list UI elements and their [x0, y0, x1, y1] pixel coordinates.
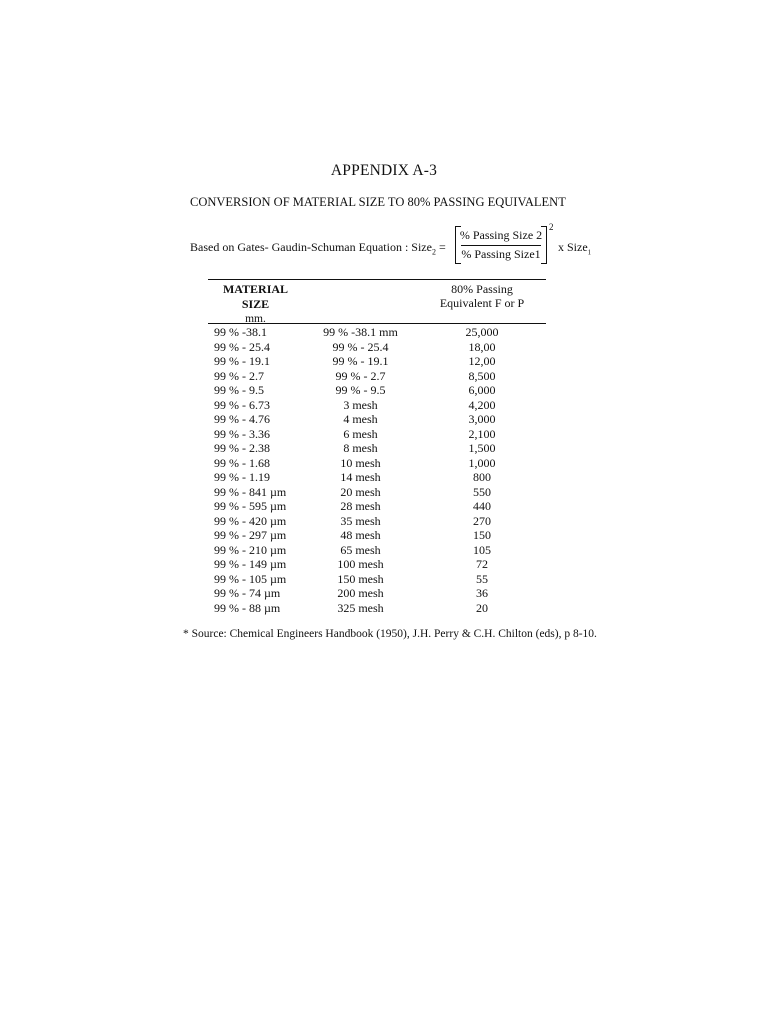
table-row: [208, 514, 546, 529]
cell-equivalent: 550: [473, 484, 491, 499]
table-row: [208, 601, 546, 616]
cell-equivalent: 8,500: [468, 368, 496, 383]
cell-size: 4 mesh: [343, 412, 378, 426]
cell-size: 99 % - 9.5: [335, 383, 386, 397]
cell-material-mm: 99 % - 6.73: [214, 397, 270, 412]
cell-material-mm: 99 % - 420 µm: [214, 513, 287, 528]
cell-size: 6 mesh: [343, 426, 378, 441]
fraction-line: [461, 245, 541, 246]
cell-size: 65 mesh: [340, 542, 381, 557]
table-row: [208, 543, 546, 558]
table-row: [208, 528, 546, 543]
equation-lead: [190, 240, 446, 256]
cell-equivalent: 12,00: [468, 354, 496, 368]
cell-equivalent: 20: [476, 600, 488, 615]
table-row: [208, 340, 546, 355]
cell-equivalent: 800: [473, 470, 491, 484]
table-row: [208, 325, 546, 340]
header-size: SIZE: [241, 297, 270, 311]
cell-size: 10 mesh: [340, 455, 381, 470]
cell-material-mm: 99 % - 1.19: [214, 470, 270, 484]
cell-equivalent: 4,200: [468, 397, 496, 412]
equation-lead-text: Based on Gates- Gaudin-Schuman Equation : Size: [190, 240, 432, 254]
table-row: [208, 383, 546, 398]
cell-equivalent: 1,000: [468, 455, 496, 470]
cell-equivalent: 3,000: [468, 412, 496, 426]
cell-size: 99 % - 2.7: [335, 368, 386, 383]
cell-equivalent: 36: [476, 586, 488, 600]
cell-size: 99 % -38.1 mm: [323, 325, 398, 339]
equation-lead-sub: 2: [431, 247, 436, 257]
cell-material-mm: 99 % - 9.5: [214, 383, 264, 397]
cell-size: 35 mesh: [340, 513, 381, 528]
cell-material-mm: 99 % - 595 µm: [214, 499, 287, 513]
cell-size: 99 % - 25.4: [332, 339, 389, 354]
cell-material-mm: 99 % - 210 µm: [214, 542, 287, 557]
header-passing: 80% Passing: [451, 282, 513, 296]
cell-material-mm: 99 % - 1.68: [214, 455, 270, 470]
cell-material-mm: 99 % -38.1: [214, 325, 267, 339]
cell-size: 325 mesh: [337, 600, 384, 615]
cell-equivalent: 6,000: [468, 383, 496, 397]
cell-equivalent: 150: [473, 528, 491, 542]
source-note: * Source: Chemical Engineers Handbook (1950), J.H. Perry & C.H. Chilton (eds), p 8-10.: [183, 628, 597, 640]
cell-size: 8 mesh: [343, 441, 378, 455]
cell-material-mm: 99 % - 841 µm: [214, 484, 287, 499]
cell-size: 48 mesh: [340, 528, 381, 542]
conversion-table: [208, 279, 546, 615]
cell-size: 28 mesh: [340, 499, 381, 513]
cell-material-mm: 99 % - 2.38: [214, 441, 270, 455]
table-row: [208, 354, 546, 369]
header-material: MATERIAL: [222, 282, 289, 296]
cell-material-mm: 99 % - 74 µm: [214, 586, 281, 600]
cell-size: 3 mesh: [343, 397, 378, 412]
table-row: [208, 398, 546, 413]
page-title: APPENDIX A-3: [330, 162, 438, 179]
cell-material-mm: 99 % - 4.76: [214, 412, 270, 426]
table-row: [208, 369, 546, 384]
cell-size: 99 % - 19.1: [332, 354, 389, 368]
table-row: [208, 427, 546, 442]
header-unit: mm.: [245, 313, 266, 325]
table-row: [208, 412, 546, 427]
cell-material-mm: 99 % - 105 µm: [214, 571, 287, 586]
cell-equivalent: 2,100: [468, 426, 496, 441]
cell-material-mm: 99 % - 297 µm: [214, 528, 287, 542]
cell-size: 100 mesh: [337, 557, 384, 571]
cell-equivalent: 105: [473, 542, 491, 557]
cell-material-mm: 99 % - 19.1: [214, 354, 270, 368]
cell-equivalent: 55: [476, 571, 488, 586]
table-body: [208, 324, 546, 615]
equation-tail: [558, 240, 591, 256]
table-row: [208, 470, 546, 485]
table-row: [208, 572, 546, 587]
table-row: [208, 499, 546, 514]
cell-size: 200 mesh: [337, 586, 384, 600]
cell-size: 20 mesh: [340, 484, 381, 499]
cell-equivalent: 25,000: [465, 325, 499, 339]
cell-material-mm: 99 % - 149 µm: [214, 557, 287, 571]
cell-material-mm: 99 % - 3.36: [214, 426, 270, 441]
cell-size: 14 mesh: [340, 470, 381, 484]
equation-exponent: 2: [549, 222, 554, 232]
table-row: [208, 456, 546, 471]
page-subtitle: CONVERSION OF MATERIAL SIZE TO 80% PASSING EQUIVALENT: [190, 195, 566, 209]
equation-denominator: % Passing Size1: [461, 247, 541, 261]
equation-numerator: % Passing Size 2: [459, 228, 543, 242]
cell-size: 150 mesh: [337, 571, 384, 586]
header-80-passing: [418, 282, 546, 310]
cell-material-mm: 99 % - 2.7: [214, 368, 264, 383]
cell-equivalent: 72: [476, 557, 488, 571]
cell-equivalent: 1,500: [468, 441, 496, 455]
header-material-size: [208, 282, 303, 327]
table-row: [208, 586, 546, 601]
table-header: [208, 280, 546, 323]
equation-equals: =: [435, 240, 446, 254]
table-row: [208, 485, 546, 500]
cell-equivalent: 440: [473, 499, 491, 513]
cell-material-mm: 99 % - 25.4: [214, 339, 270, 354]
equation-tail-text: x Size: [558, 240, 588, 254]
cell-equivalent: 18,00: [468, 339, 496, 354]
header-equivalent: Equivalent F or P: [439, 296, 525, 310]
equation-bracket: [455, 226, 547, 264]
table-row: [208, 557, 546, 572]
cell-equivalent: 270: [473, 513, 491, 528]
cell-material-mm: 99 % - 88 µm: [214, 600, 281, 615]
equation-tail-sub: 1: [587, 248, 592, 257]
table-row: [208, 441, 546, 456]
